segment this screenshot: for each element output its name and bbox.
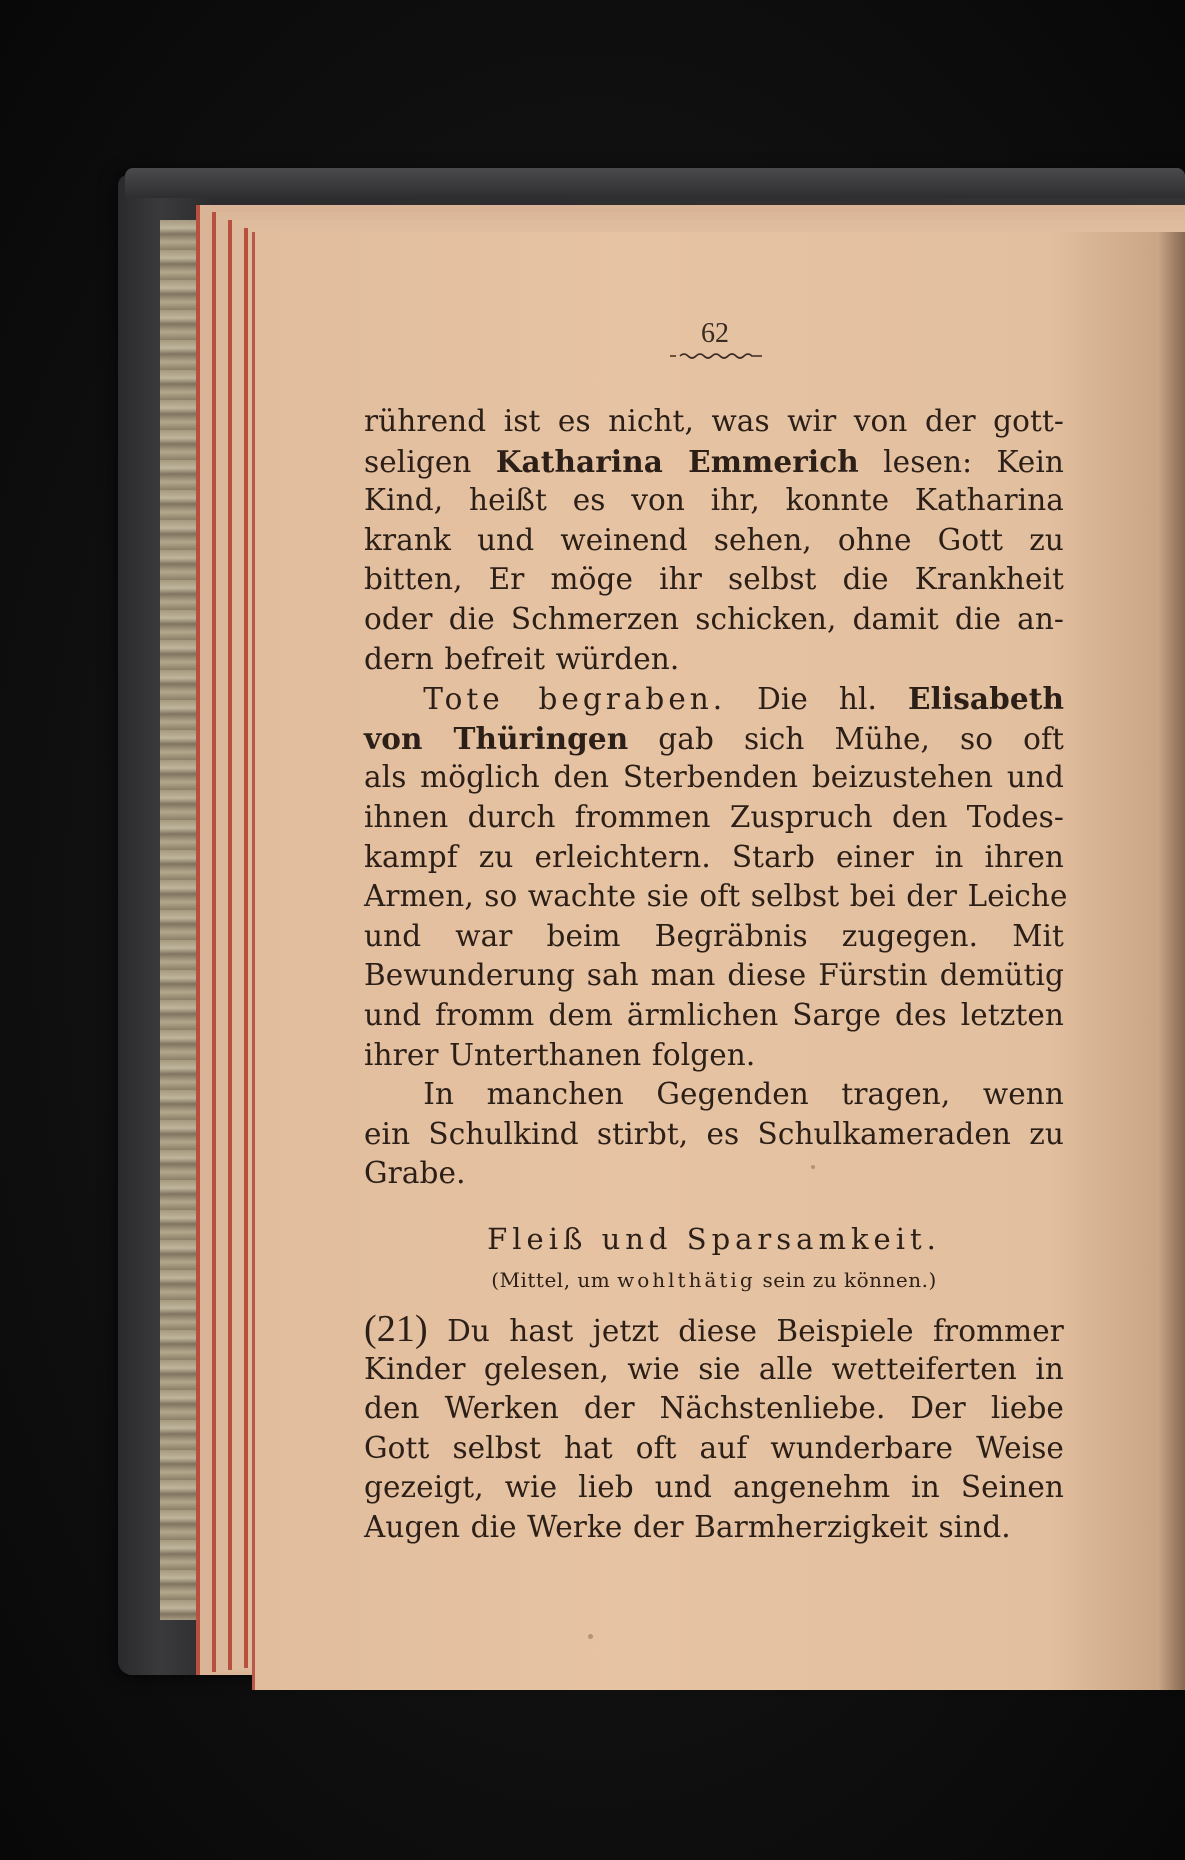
text-line [364,481,1064,521]
text-line [364,719,1064,759]
text-line [364,798,1064,838]
text-line [364,1468,1064,1508]
text-segment: bitten, Er möge ihr selbst die Krankheit [364,562,1064,597]
text-segment: rührend ist es nicht, was wir von der gott- [364,404,1064,438]
text-segment: ihrer Unterthanen folgen. [364,1037,756,1072]
text-line [364,1036,1064,1076]
text-segment: Die hl. [726,682,908,717]
text-line [364,758,1064,798]
emphasized-name: von Thüringen [364,720,629,756]
emphasized-name: Katharina Emmerich [495,443,859,479]
section-subtitle-spaced: wohlthätig [617,1268,756,1292]
page-number: 62 [701,318,729,349]
text-line [364,956,1064,996]
text-line [364,1508,1064,1548]
text-segment: den Werken der Nächstenliebe. Der liebe [364,1391,1064,1426]
text-line [364,402,1064,442]
text-line [364,560,1064,600]
text-line [364,838,1064,878]
spaced-heading: Tote begraben. [423,682,727,717]
book-cover-top-edge [125,168,1185,198]
text-line [364,600,1064,640]
text-segment: Bewunderung sah man diese Fürstin demütig [364,958,1064,993]
text-line [364,521,1064,561]
text-line [364,1350,1064,1390]
text-segment: Kinder gelesen, wie sie alle wetteiferten in [364,1351,1064,1386]
text-segment: kampf zu erleichtern. Starb einer in ihren [364,839,1064,874]
text-segment: und fromm dem ärmlichen Sarge des letzten [364,997,1064,1032]
text-line [364,1075,1064,1115]
text-segment: ihnen durch frommen Zuspruch den Todes- [364,799,1064,834]
text-line [364,996,1064,1036]
text-segment: Grabe. [364,1156,466,1191]
section-subtitle-post: sein zu können.) [755,1268,937,1292]
emphasized-name: Elisabeth [908,681,1064,717]
section-number: (21) [364,1308,448,1350]
text-segment: und war beim Begräbnis zugegen. Mit [364,918,1064,953]
text-line [364,442,1064,482]
body-text [364,402,1068,1194]
text-segment: seligen [364,444,496,479]
text-line [364,917,1064,957]
text-line [364,679,1064,719]
section-title: Fleiß und Sparsamkeit. [487,1222,941,1256]
text-line [364,877,1068,917]
text-segment: dern befreit würden. [364,641,680,676]
text-line [364,1115,1064,1155]
text-line [364,640,1064,680]
text-line [364,1154,1064,1194]
text-segment: lesen: Kein [858,444,1064,479]
page-number-ornament [668,350,764,362]
text-line [364,1429,1064,1469]
paper-spot [588,1634,593,1639]
text-segment: Kind, heißt es von ihr, konnte Katharina [364,483,1064,518]
text-segment: als möglich den Sterbenden beizustehen und [364,760,1064,795]
text-segment: Du hast jetzt diese Beispiele frommer [447,1314,1064,1348]
text-segment: krank und weinend sehen, ohne Gott zu [364,522,1064,557]
section-subtitle-pre: (Mittel, um [491,1268,618,1292]
text-segment: Augen die Werke der Barmherzigkeit sind. [364,1509,1011,1544]
text-segment: oder die Schmerzen schicken, damit die an- [364,601,1064,636]
paragraph-21 [364,1310,1064,1548]
text-segment [364,682,423,716]
page-gutter-shadow [1158,232,1185,1690]
text-segment: gezeigt, wie lieb und angenehm in Seinen [364,1470,1064,1505]
text-segment: In manchen Gegenden tragen, wenn [364,1077,1064,1112]
text-segment: Armen, so wachte sie oft selbst bei der Leiche [364,879,1068,914]
text-segment: Gott selbst hat oft auf wunderbare Weise [364,1430,1064,1465]
text-segment: ein Schulkind stirbt, es Schulkameraden zu [364,1116,1064,1151]
text-line [364,1310,1064,1350]
book-spine-ornament [160,220,198,1620]
text-segment: gab sich Mühe, so oft [628,721,1064,756]
section-subtitle [364,1268,1064,1292]
text-line [364,1389,1064,1429]
